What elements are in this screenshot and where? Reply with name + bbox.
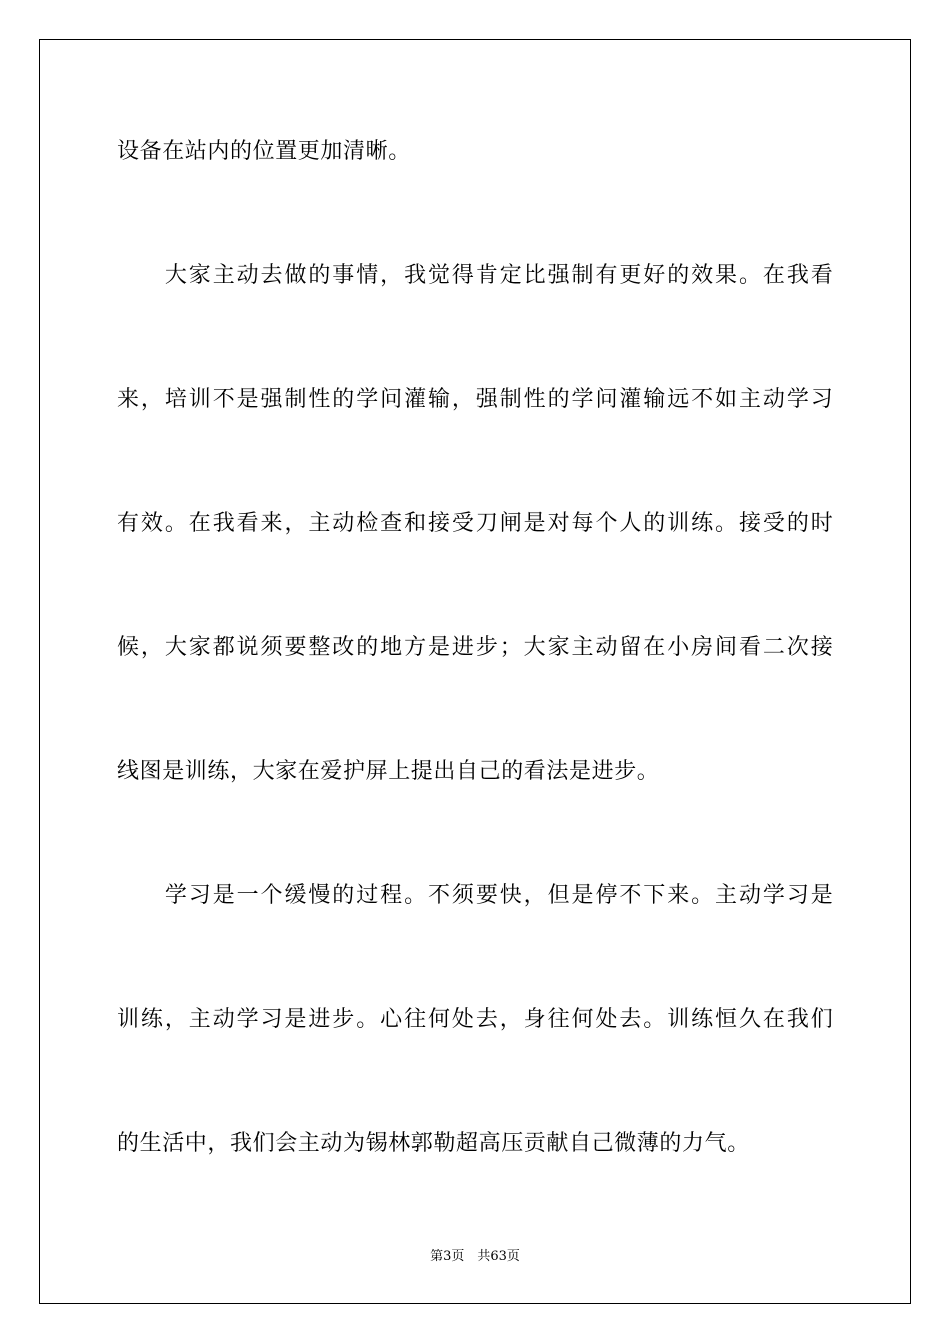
text-char: ； — [499, 635, 522, 660]
text-char: 更 — [619, 263, 642, 288]
text-char: 灌 — [404, 387, 427, 412]
text-char: 主 — [715, 883, 738, 908]
text-char: 去 — [260, 263, 283, 288]
text-char: 。 — [715, 511, 738, 536]
text-char: 接 — [810, 635, 833, 660]
text-char: 培 — [164, 387, 187, 412]
text-char: 觉 — [427, 263, 450, 288]
text-char: 。 — [691, 883, 714, 908]
text-char: 都 — [212, 635, 235, 660]
text-char: 二 — [762, 635, 785, 660]
text-char: 整 — [308, 635, 331, 660]
text-char — [141, 261, 163, 291]
text-char: 是 — [571, 883, 594, 908]
text-char: 在 — [762, 1007, 785, 1032]
text-char: 对 — [547, 511, 570, 536]
text-char: 做 — [284, 263, 307, 288]
text-char: 来 — [117, 387, 140, 412]
text-char: 次 — [786, 635, 809, 660]
text-char: 事 — [332, 263, 355, 288]
text-char: 步 — [332, 1007, 355, 1032]
text-char: 。 — [356, 1007, 379, 1032]
text-char: 往 — [404, 1007, 427, 1032]
text-char: 动 — [332, 511, 355, 536]
text-char: 须 — [451, 883, 474, 908]
text-char: 不 — [212, 387, 235, 412]
text-char — [117, 261, 139, 291]
text-char: 学 — [571, 387, 594, 412]
text-char: 主 — [308, 511, 331, 536]
text-char: 问 — [595, 387, 618, 412]
text-char: 学 — [762, 883, 785, 908]
text-char: 性 — [523, 387, 546, 412]
text-char: 主 — [188, 1007, 211, 1032]
text-char: ， — [380, 263, 403, 288]
text-char: 训 — [117, 1007, 140, 1032]
text-char: 和 — [404, 511, 427, 536]
text-char: 动 — [738, 883, 761, 908]
text-char: 间 — [715, 635, 738, 660]
text-line: 的生活中，我们会主动为锡林郭勒超高压贡献自己微薄的力气。 — [117, 1131, 750, 1156]
text-char: 方 — [404, 635, 427, 660]
text-char: 人 — [619, 511, 642, 536]
text-char: 在 — [188, 511, 211, 536]
text-char: 身 — [523, 1007, 546, 1032]
text-char: 习 — [810, 387, 833, 412]
text-char: 处 — [451, 1007, 474, 1032]
text-char: 们 — [810, 1007, 833, 1032]
text-char: 是 — [236, 387, 259, 412]
text-char: 主 — [738, 387, 761, 412]
text-char: 我 — [786, 1007, 809, 1032]
text-char: ， — [164, 1007, 187, 1032]
text-char: 学 — [356, 387, 379, 412]
text-char: 改 — [332, 635, 355, 660]
text-char: 小 — [667, 635, 690, 660]
text-char: 不 — [619, 883, 642, 908]
text-char: 过 — [356, 883, 379, 908]
text-char: 检 — [356, 511, 379, 536]
text-char: ， — [499, 1007, 522, 1032]
text-char: 闸 — [499, 511, 522, 536]
page-border — [39, 39, 911, 1304]
text-char: 接 — [738, 511, 761, 536]
text-char: 时 — [810, 511, 833, 536]
text-line — [117, 509, 833, 539]
text-char: 效 — [691, 263, 714, 288]
text-char: 刀 — [475, 511, 498, 536]
text-line — [117, 633, 833, 663]
text-char: 的 — [356, 635, 379, 660]
text-char: 强 — [547, 263, 570, 288]
text-char: 训 — [667, 1007, 690, 1032]
text-line: 线图是训练，大家在爱护屏上提出自己的看法是进步。 — [117, 759, 660, 784]
text-char: 是 — [810, 883, 833, 908]
text-char: 个 — [260, 883, 283, 908]
text-char: 查 — [380, 511, 403, 536]
text-char: 果 — [715, 263, 738, 288]
text-char: 是 — [427, 635, 450, 660]
text-char: 练 — [691, 511, 714, 536]
text-char: 心 — [380, 1007, 403, 1032]
text-char: 是 — [523, 511, 546, 536]
text-char: 动 — [212, 1007, 235, 1032]
text-line: 设备在站内的位置更加清晰。 — [117, 139, 411, 164]
text-line — [117, 261, 833, 291]
text-char: 恒 — [715, 1007, 738, 1032]
text-char: 家 — [188, 635, 211, 660]
text-char: 输 — [643, 387, 666, 412]
text-char: 说 — [236, 635, 259, 660]
text-char: 训 — [188, 387, 211, 412]
text-char: 看 — [236, 511, 259, 536]
text-char: 灌 — [619, 387, 642, 412]
text-char: 要 — [475, 883, 498, 908]
text-char: 的 — [547, 387, 570, 412]
text-char: 强 — [260, 387, 283, 412]
text-char: 动 — [762, 387, 785, 412]
text-char: 性 — [308, 387, 331, 412]
text-char: 习 — [786, 883, 809, 908]
text-char: 看 — [810, 263, 833, 288]
text-char: 看 — [738, 635, 761, 660]
text-char: 往 — [547, 1007, 570, 1032]
text-char: 一 — [236, 883, 259, 908]
page-number: 第3页 共63页 — [430, 1249, 520, 1264]
text-char: 效 — [140, 511, 163, 536]
text-char: 大 — [164, 635, 187, 660]
text-char: 问 — [380, 387, 403, 412]
text-char: 缓 — [284, 883, 307, 908]
text-char: 去 — [619, 1007, 642, 1032]
text-char: 练 — [691, 1007, 714, 1032]
text-char: 制 — [499, 387, 522, 412]
text-char: 我 — [786, 263, 809, 288]
text-char: 是 — [284, 1007, 307, 1032]
text-char: 学 — [236, 1007, 259, 1032]
text-char: ， — [451, 387, 474, 412]
text-char: 学 — [164, 883, 187, 908]
text-char: 练 — [140, 1007, 163, 1032]
text-char: 受 — [451, 511, 474, 536]
text-char: 学 — [786, 387, 809, 412]
text-char: 强 — [475, 387, 498, 412]
text-char: 我 — [404, 263, 427, 288]
text-char: 在 — [643, 635, 666, 660]
text-char: 。 — [164, 511, 187, 536]
text-char: 的 — [332, 387, 355, 412]
text-char: 要 — [284, 635, 307, 660]
text-char: 好 — [643, 263, 666, 288]
text-char: 受 — [762, 511, 785, 536]
text-char: 的 — [643, 511, 666, 536]
text-line — [117, 385, 833, 415]
text-char: 大 — [523, 635, 546, 660]
text-char: 地 — [380, 635, 403, 660]
text-char: 输 — [427, 387, 450, 412]
text-char: 个 — [595, 511, 618, 536]
text-char: 每 — [571, 511, 594, 536]
text-char: 进 — [308, 1007, 331, 1032]
text-char: 有 — [117, 511, 140, 536]
text-char: 。 — [643, 1007, 666, 1032]
text-char: 步 — [475, 635, 498, 660]
text-char: 来 — [260, 511, 283, 536]
text-char: 得 — [451, 263, 474, 288]
text-char: 训 — [667, 511, 690, 536]
text-char: 何 — [571, 1007, 594, 1032]
text-char: 去 — [475, 1007, 498, 1032]
text-char: 。 — [738, 263, 761, 288]
text-char: 的 — [786, 511, 809, 536]
text-char: 不 — [427, 883, 450, 908]
text-char: 程 — [380, 883, 403, 908]
text-line — [117, 1005, 833, 1035]
text-char: 肯 — [475, 263, 498, 288]
text-char — [117, 881, 139, 911]
text-char: 制 — [571, 263, 594, 288]
text-char: 接 — [427, 511, 450, 536]
text-char: ， — [140, 635, 163, 660]
text-char: 处 — [595, 1007, 618, 1032]
text-char: 候 — [117, 635, 140, 660]
text-char: 。 — [404, 883, 427, 908]
text-char: 远 — [667, 387, 690, 412]
text-char — [141, 881, 163, 911]
text-char: 停 — [595, 883, 618, 908]
text-line — [117, 881, 833, 911]
text-char: 习 — [188, 883, 211, 908]
text-char: 动 — [236, 263, 259, 288]
text-char: 制 — [284, 387, 307, 412]
text-char: 大 — [164, 263, 187, 288]
text-char: 不 — [691, 387, 714, 412]
text-char: 比 — [523, 263, 546, 288]
text-char: 但 — [547, 883, 570, 908]
text-char: 的 — [667, 263, 690, 288]
text-char: 主 — [571, 635, 594, 660]
text-char: 有 — [595, 263, 618, 288]
text-char: 房 — [691, 635, 714, 660]
text-char: ， — [140, 387, 163, 412]
text-char: 的 — [308, 263, 331, 288]
text-char: 久 — [738, 1007, 761, 1032]
text-char: 如 — [715, 387, 738, 412]
text-char: 须 — [260, 635, 283, 660]
text-char: 我 — [212, 511, 235, 536]
text-char: 动 — [595, 635, 618, 660]
text-char: 进 — [451, 635, 474, 660]
text-char: 何 — [427, 1007, 450, 1032]
text-char: ， — [284, 511, 307, 536]
text-char: 在 — [762, 263, 785, 288]
text-char: 主 — [212, 263, 235, 288]
text-char: 来 — [667, 883, 690, 908]
text-char: 的 — [332, 883, 355, 908]
text-char: 下 — [643, 883, 666, 908]
text-char: 定 — [499, 263, 522, 288]
text-char: 快 — [499, 883, 522, 908]
text-char: 留 — [619, 635, 642, 660]
text-char: 家 — [188, 263, 211, 288]
text-char: 是 — [212, 883, 235, 908]
text-char: 慢 — [308, 883, 331, 908]
text-char: 情 — [356, 263, 379, 288]
text-char: ， — [523, 883, 546, 908]
text-char: 家 — [547, 635, 570, 660]
text-char: 习 — [260, 1007, 283, 1032]
